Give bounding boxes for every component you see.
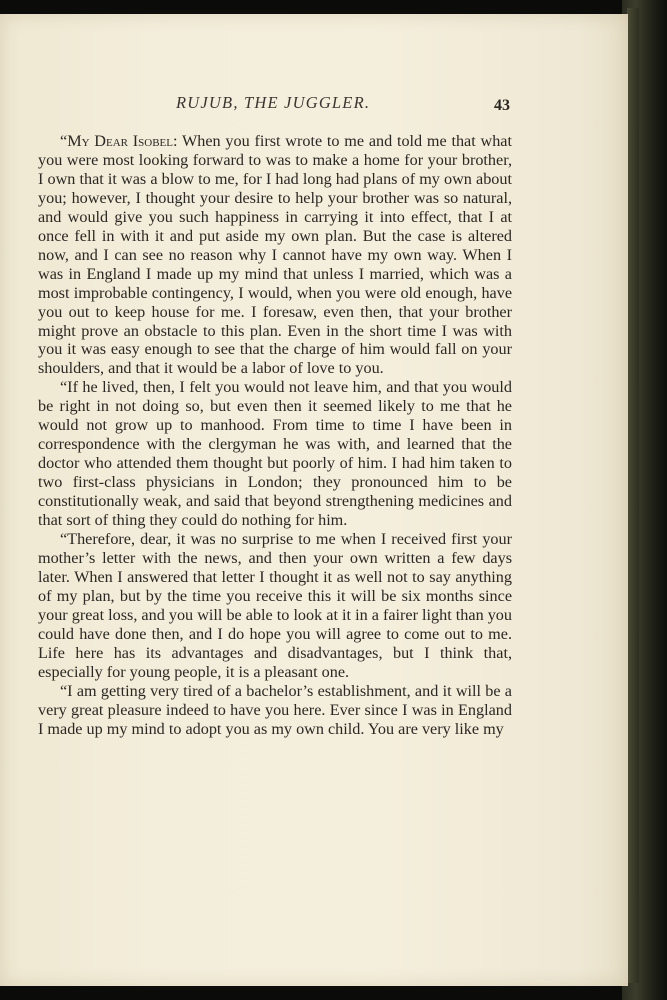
paragraph-3: “Therefore, dear, it was no surprise to me when I received first your mother’s letter with the news, and then your own written a few days later. When I answered that letter I thought it as well not to say anything of my plan, but by the time you receive this it will be six months since your great loss, and you will be able to look at it in a fairer light than you could have done then, and I do hope you will agree to come out to me. Life here has its advantages and disadvantages, but I think that, especially for young people, it is a pleasant one. [38, 530, 512, 681]
running-title: RUJUB, THE JUGGLER. [176, 93, 371, 112]
page-number: 43 [494, 97, 510, 114]
body-text [38, 132, 512, 739]
paragraph-2: “If he lived, then, I felt you would not leave him, and that you would be right in not doing so, but even then it seemed likely to me that he would not grow up to manhood. From time to time I have been in correspondence with the clergyman he was with, and learned that the doctor who attended them thought but poorly of him. I had him taken to two first-class physicians in London; they pronounced him to be constitutionally weak, and said that beyond strengthening medicines and that sort of thing they could do nothing for him. [38, 378, 512, 530]
letter-salutation: My Dear Isobel: [67, 132, 178, 150]
paragraph-4: “I am getting very tired of a bachelor’s establishment, and it will be a very great pleasure indeed to have you here. Ever since I was in England I made up my mind to adopt you as my own child. You are very like my [38, 681, 512, 738]
paragraph-1: “My Dear Isobel: When you first wrote to me and told me that what you were most looking forward to was to make a home for your brother, I own that it was a blow to me, for I had long had plans of my own about you; however, I thought your desire to help your brother was so natural, and would give you such happiness in carrying it into effect, that I at once fell in with it and put aside my own plan. But the case is altered now, and I can see no reason why I cannot have my own way. When I was in England I made up my mind that unless I married, which was a most improbable contingency, I would, when you were old enough, have you out to keep house for me. I foresaw, even then, that your brother might prove an obstacle to this plan. Even in the short time I was with you it was easy enough to see that the charge of him would fall on your shoulders, and that it would be a labor of love to you. [38, 132, 512, 378]
book-page [0, 14, 628, 986]
page-header [0, 93, 628, 117]
cover-edge [627, 8, 639, 983]
